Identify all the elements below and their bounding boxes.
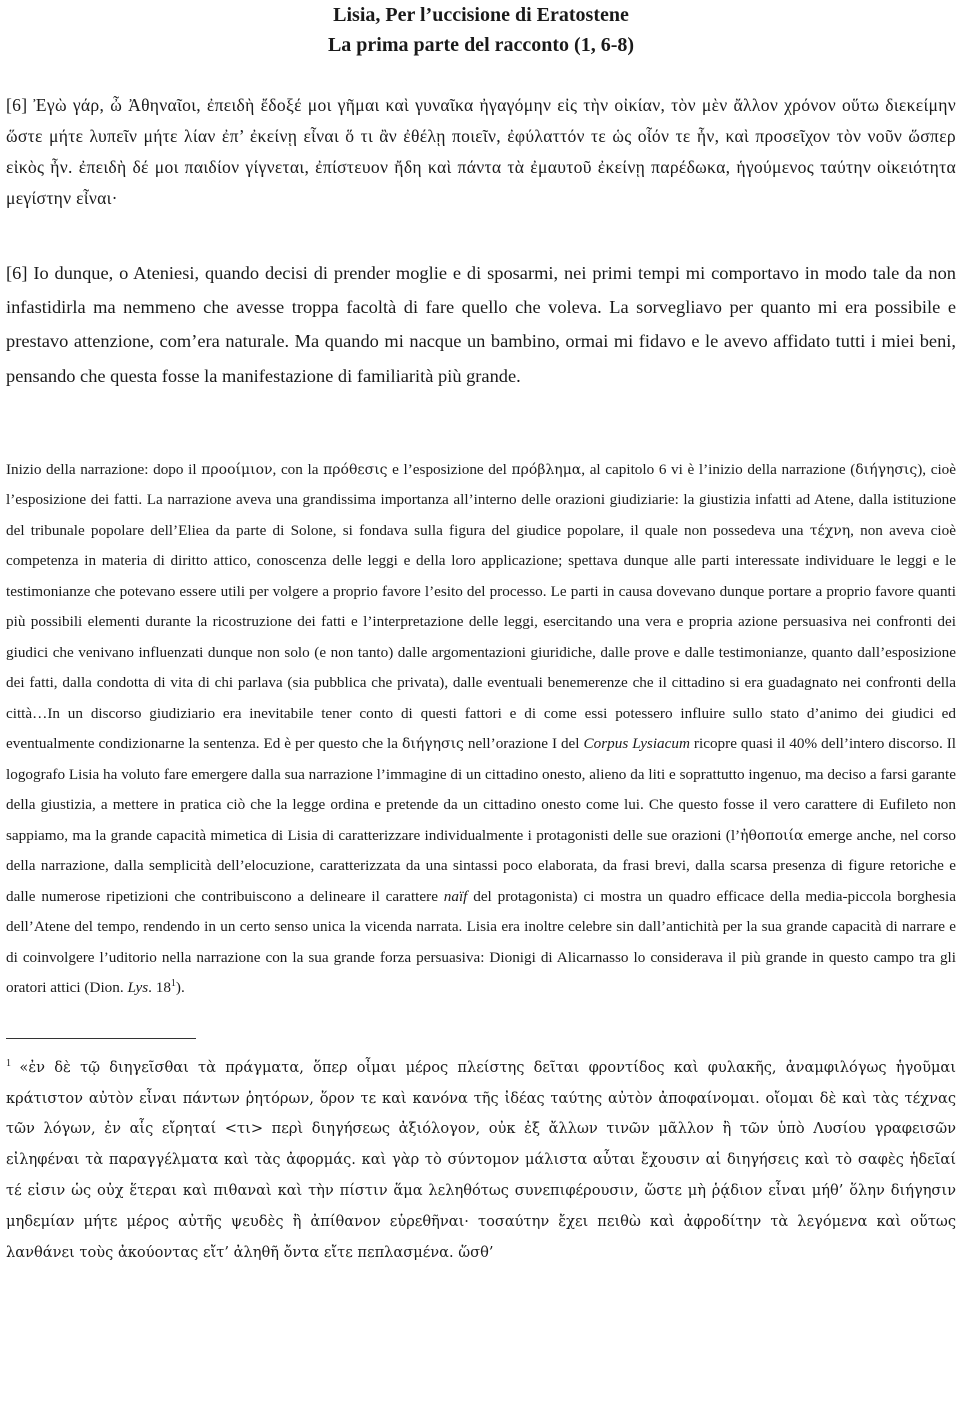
commentary-paragraph: Inizio della narrazione: dopo il προοίμιον, con la πρόθεσις e l’esposizione del πρόβλημα, al capitolo 6 vi è l’inizio della narrazione (διήγησις), cioè l’esposizione dei fatti. La narrazione aveva una grandissima importanza all’interno delle orazioni giudiziarie: la giustizia infatti ad Atene, dalla istituzione del tribunale popolare dell’Eliea da parte di Solone, si fondava sulla figura del giudice popolare, il quale non possedeva una τέχνη, non aveva cioè competenza in materia di diritto attico, conoscenza delle leggi e della loro applicazione; spettava dunque alle parti interessate individuare le leggi e le testimonianze che potevano essere utili per volgere a proprio favore l’esito del processo. Le parti in causa dovevano dunque portare a proprio favore quanti più possibili elementi durante la ricostruzione dei fatti e l’interpretazione delle leggi, esercitando una vera e propria azione persuasiva nei confronti dei giudici che venivano influenzati dunque non solo (e non tanto) dalle argomentazioni giuridiche, dalle prove e dalle testimonianze, quanto dall’esposizione dei fatti, dalla condotta di vita di chi parlava (sia pubblica che privata), dalle eventuali benemerenze che il cittadino si era guadagnato nei confronti della città…In un discorso giudiziario era inevitabile tener conto di questi fattori e di come essi potessero influire sullo stato d’animo dei giudici ed eventualmente condizionarne la sentenza. Ed è per questo che la διήγησις nell’orazione I del Corpus Lysiacum ricopre quasi il 40% dell’intero discorso. Il logografo Lisia ha voluto fare emergere dalla sua narrazione l’immagine di un cittadino onesto, alieno da liti e soprattutto ingenuo, ma deciso a farsi garante della giustizia, a mettere in pratica ciò che la legge ordina e pretende da un cittadino onesto come lui. Che questo fosse il vero carattere di Eufileto non sappiamo, ma la grande capacità mimetica di Lisia di caratterizzare individualmente i protagonisti delle sue orazioni (l’ἠθοποιία emerge anche, nel corso della narrazione, dalla semplicità dell’elocuzione, caratterizzata da una sintassi poco elaborata, da frasi brevi, dalla scarsa presenza di figure retoriche e dalle numerose ripetizioni che contribuiscono a delineare il carattere naïf del protagonista) ci mostra un quadro efficace della media-piccola borghesia dell’Atene del tempo, rendendo in un certo senso unica la vicenda narrata. Lisia era inoltre celebre sin dall’antichità per la sua grande capacità di narrare e di coinvolgere l’uditorio nella narrazione con la sua grande forza persuasiva: Dionigi di Alicarnasso lo considerava il più grande in questo campo tra gli oratori attici (Dion. Lys. $18^1$). [6,460,957,997]
document-subtitle: La prima parte del racconto (1, 6-8) [327,34,635,56]
greek-term: πρόθεσις [323,461,388,478]
italic-term: Corpus Lysiacum [583,735,690,753]
greek-passage: [6] Ἐγὼ γάρ, ὦ Ἀθηναῖοι, ἐπειδὴ ἔδοξέ μοι γῆμαι καὶ γυναῖκα ἠγαγόμην εἰς τὴν οἰκίαν, τὸν μὲν ἄλλον χρόνον οὕτω διεκείμην ὥστε μήτε λυπεῖν μήτε λίαν ἐπ’ ἐκείνῃ εἶναι ὅ τι ἂν ἐθέλῃ ποιεῖν, ἐφύλαττόν τε ὡς οἷόν τε ἦν, καὶ προσεῖχον τὸν νοῦν ὥσπερ εἰκὸς ἦν. ἐπειδὴ δέ μοι παιδίον γίγνεται, ἐπίστευον ἤδη καὶ πάντα τὰ ἐμαυτοῦ ἐκείνῃ παρέδωκα, ἡγούμενος ταύτην οἰκειότητα μεγίστην εἶναι· [6,95,956,208]
italic-term: naïf [443,887,468,905]
greek-term: ἠθοποιία [740,827,804,844]
footnote-reference[interactable]: 1 [170,978,176,990]
footnote-separator [6,1038,196,1039]
greek-term: διήγησις [401,736,464,753]
document-page [6,0,956,1268]
italian-translation: [6] Io dunque, o Ateniesi, quando decisi di prender moglie e di sposarmi, nei primi tempi mi comportavo in modo tale da non infastidirla ma nemmeno che avesse troppa facoltà di fare quello che voleva. La sorvegliavo per quanto mi era possibile e prestavo attenzione, com’era naturale. Ma quando mi nacque un bambino, ormai mi fidavo e le avevo affidato tutti i miei beni, pensando che questa fosse la manifestazione di familiarità più grande. [6,263,956,386]
document-title: Lisia, Per l’uccisione di Eratostene [333,4,629,26]
greek-term: πρόβλημα [511,461,582,478]
greek-term: προοίμιον [201,461,273,478]
footnote-marker: 1 [6,1057,11,1069]
italic-term: Lys [127,979,149,997]
footnote-text: «ἐν δὲ τῷ διηγεῖσθαι τὰ πράγματα, ὅπερ οἶμαι μέρος πλείστης δεῖται φροντίδος καὶ φυλακῆς, ἀναμφιλόγως ἡγοῦμαι κράτιστον αὐτὸν εἶναι πάντων ῥητόρων, ὅρον τε καὶ κανόνα τῆς ἰδέας ταύτης αὐτὸν ἀποφαίνομαι. οἴομαι δὲ καὶ τὰς τέχνας τῶν λόγων, ἐν αἷς εἴρηταί <τι> περὶ διηγήσεως ἀξιόλογον, οὐκ ἐξ ἄλλων τινῶν μᾶλλον ἢ τῶν ὑπὸ Λυσίου γραφεισῶν εἰληφέναι τὰ παραγγέλματα καὶ τὰς ἀφορμάς. καὶ γὰρ τὸ σύντομον μάλιστα αὗται ἔχουσιν αἱ διηγήσεις καὶ τὸ σαφὲς ἡδεῖαί τέ εἰσιν ὡς οὐχ ἕτεραι καὶ πιθαναὶ καὶ τὴν πίστιν ἅμα λεληθότως συνεπιφέρουσιν, ὥστε μὴ ῥᾴδιον εἶναι μήθ’ ὅλην διήγησιν μηδεμίαν μήτε μέρος αὐτῆς ψευδὲς ἢ ἀπίθανον εὑρεθῆναι· τοσαύτην ἔχει πειθὼ καὶ ἀφροδίτην τὰ λεγόμενα καὶ οὕτως λανθάνει τοὺς ἀκούοντας εἴτ’ ἀληθῆ ὄντα εἴτε πεπλασμένα. ὥσθ’ [6,1058,957,1261]
greek-term: διήγησις [855,461,918,478]
footnote [6,1053,956,1269]
greek-term: τέχνη [809,522,851,539]
